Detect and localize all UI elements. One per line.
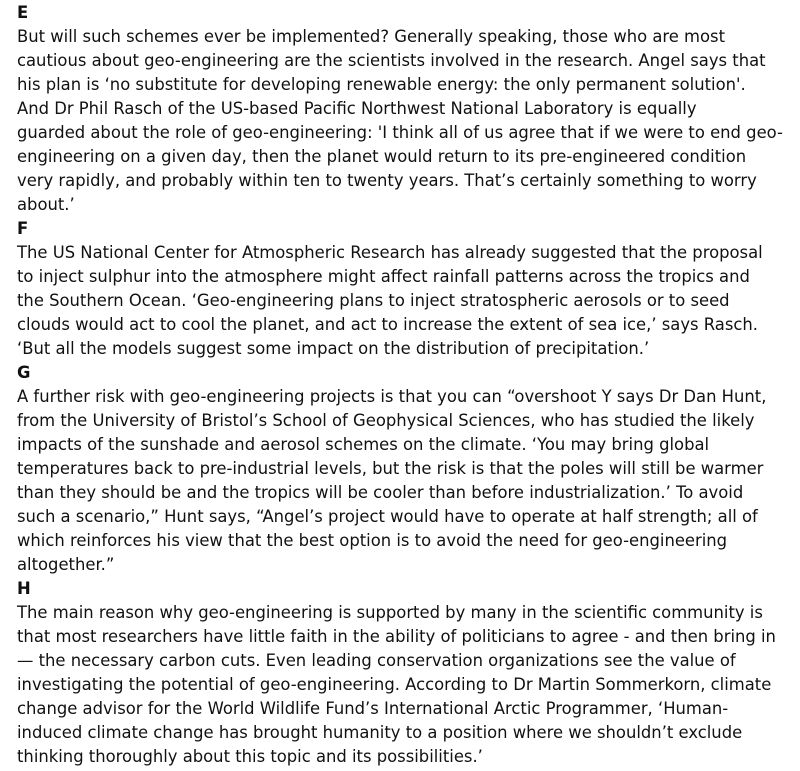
text-line: thinking thoroughly about this topic and its possibilities.’: [17, 747, 483, 766]
text-line: very rapidly, and probably within ten to twenty years. That’s certainly something to worry: [17, 171, 757, 190]
section-f: [17, 217, 787, 361]
text-line: to inject sulphur into the atmosphere might affect rainfall patterns across the tropics and: [17, 267, 750, 286]
text-line: which reinforces his view that the best option is to avoid the need for geo-engineering: [17, 531, 728, 550]
text-line: ‘But all the models suggest some impact on the distribution of precipitation.’: [17, 339, 650, 358]
text-line: altogether.”: [17, 555, 115, 574]
text-line: change advisor for the World Wildlife Fund’s International Arctic Programmer, ‘Human-: [17, 699, 729, 718]
text-line: about.’: [17, 195, 75, 214]
text-line: But will such schemes ever be implemented? Generally speaking, those who are most: [17, 27, 726, 46]
text-line: the Southern Ocean. ‘Geo-engineering plans to inject stratospheric aerosols or to seed: [17, 291, 730, 310]
text-line: temperatures back to pre-industrial levels, but the risk is that the poles will still be warmer: [17, 459, 764, 478]
text-line: The main reason why geo-engineering is supported by many in the scientific community is: [17, 603, 763, 622]
text-line: The US National Center for Atmospheric Research has already suggested that the proposal: [17, 243, 763, 262]
text-line: cautious about geo-engineering are the scientists involved in the research. Angel says that: [17, 51, 766, 70]
text-line: engineering on a given day, then the planet would return to its pre-engineered condition: [17, 147, 747, 166]
text-line: And Dr Phil Rasch of the US-based Pacific Northwest National Laboratory is equally: [17, 99, 697, 118]
paragraph: [17, 385, 787, 577]
section-letter: E: [17, 3, 29, 22]
text-line: guarded about the role of geo-engineering: 'I think all of us agree that if we were to end geo-: [17, 123, 783, 142]
text-line: than they should be and the tropics will be cooler than before industrialization.’ To avoid: [17, 483, 744, 502]
text-line: clouds would act to cool the planet, and act to increase the extent of sea ice,’ says Rasch.: [17, 315, 759, 334]
text-line: that most researchers have little faith in the ability of politicians to agree - and then bring in: [17, 627, 776, 646]
section-g: [17, 361, 787, 577]
paragraph: [17, 241, 787, 361]
text-line: such a scenario,” Hunt says, “Angel’s project would have to operate at half strength; all of: [17, 507, 758, 526]
section-e: [17, 1, 787, 217]
text-line: investigating the potential of geo-engineering. According to Dr Martin Sommerkorn, climate: [17, 675, 772, 694]
text-line: — the necessary carbon cuts. Even leading conservation organizations see the value of: [17, 651, 736, 670]
text-line: A further risk with geo-engineering projects is that you can “overshoot Y says Dr Dan Hunt,: [17, 387, 767, 406]
section-h: [17, 577, 787, 769]
document-page: [17, 1, 787, 769]
text-line: induced climate change has brought humanity to a position where we shouldn’t exclude: [17, 723, 743, 742]
paragraph: [17, 601, 787, 769]
section-letter: H: [17, 579, 31, 598]
paragraph: [17, 25, 787, 217]
section-letter: G: [17, 363, 31, 382]
section-letter: F: [17, 219, 29, 238]
text-line: from the University of Bristol’s School of Geophysical Sciences, who has studied the likely: [17, 411, 755, 430]
text-line: his plan is ‘no substitute for developing renewable energy: the only permanent solution'.: [17, 75, 746, 94]
text-line: impacts of the sunshade and aerosol schemes on the climate. ‘You may bring global: [17, 435, 710, 454]
